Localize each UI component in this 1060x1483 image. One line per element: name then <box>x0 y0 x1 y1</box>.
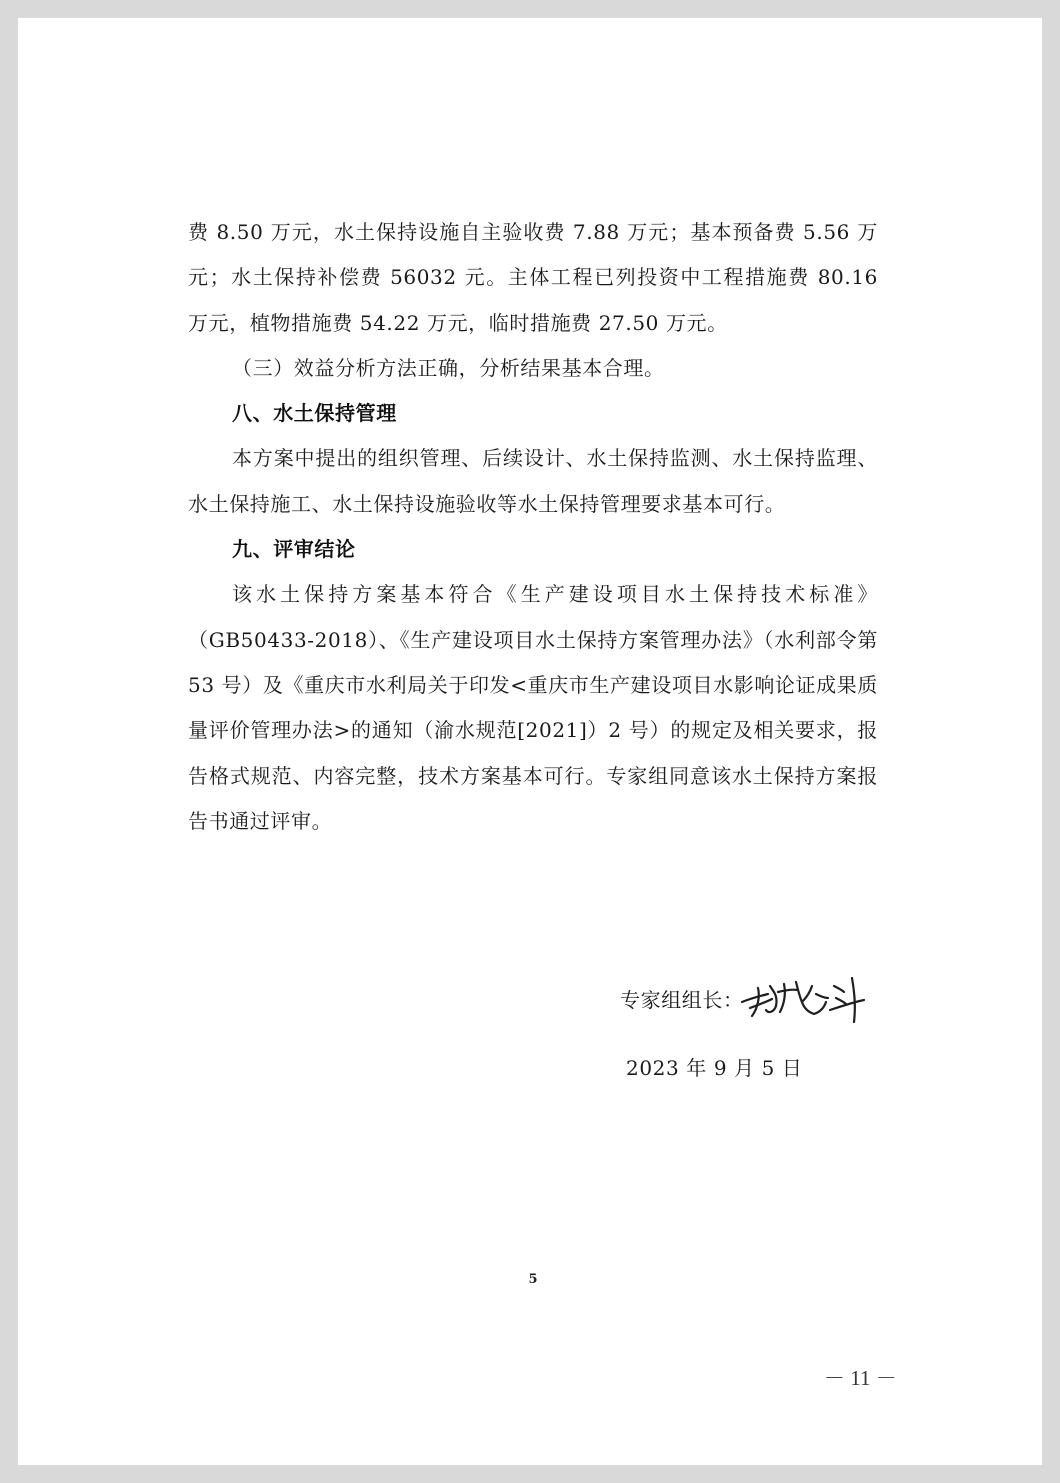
conclusion-paragraph: 该水土保持方案基本符合《生产建设项目水土保持技术标准》（GB50433-2018）、《生产建设项目水土保持方案管理办法》（水利部令第 53 号）及《重庆市水利局关于印发<重庆市生产建设项目水影响论证成果质量评价管理办法>的通知（渝水规范[2021]）2 号）的规定及相关要求，报告格式规范、内容完整，技术方案基本可行。专家组同意该水土保持方案报告书通过评审。 <box>188 582 878 833</box>
section-heading-conclusion: 九、评审结论 <box>232 537 356 562</box>
section-heading-management: 八、水土保持管理 <box>232 401 397 426</box>
document-page <box>18 18 1042 1465</box>
signature-label: 专家组组长： <box>620 988 744 1012</box>
cost-paragraph: 费 8.50 万元，水土保持设施自主验收费 7.88 万元；基本预备费 5.56 万元；水土保持补偿费 56032 元。主体工程已列投资中工程措施费 80.16 万元，植物措施费 54.22 万元，临时措施费 27.50 万元。 <box>188 220 878 335</box>
inner-page-number: 5 <box>528 1272 538 1287</box>
signature-date: 2023 年 9 月 5 日 <box>626 1056 803 1080</box>
handwritten-signature <box>738 972 868 1024</box>
outer-page-number: － 11 － <box>824 1366 897 1390</box>
signature-block <box>620 980 920 1080</box>
benefit-analysis-paragraph: （三）效益分析方法正确，分析结果基本合理。 <box>232 355 665 380</box>
management-paragraph: 本方案中提出的组织管理、后续设计、水土保持监测、水土保持监理、水土保持施工、水土保持设施验收等水土保持管理要求基本可行。 <box>188 446 878 516</box>
document-body <box>188 210 878 844</box>
